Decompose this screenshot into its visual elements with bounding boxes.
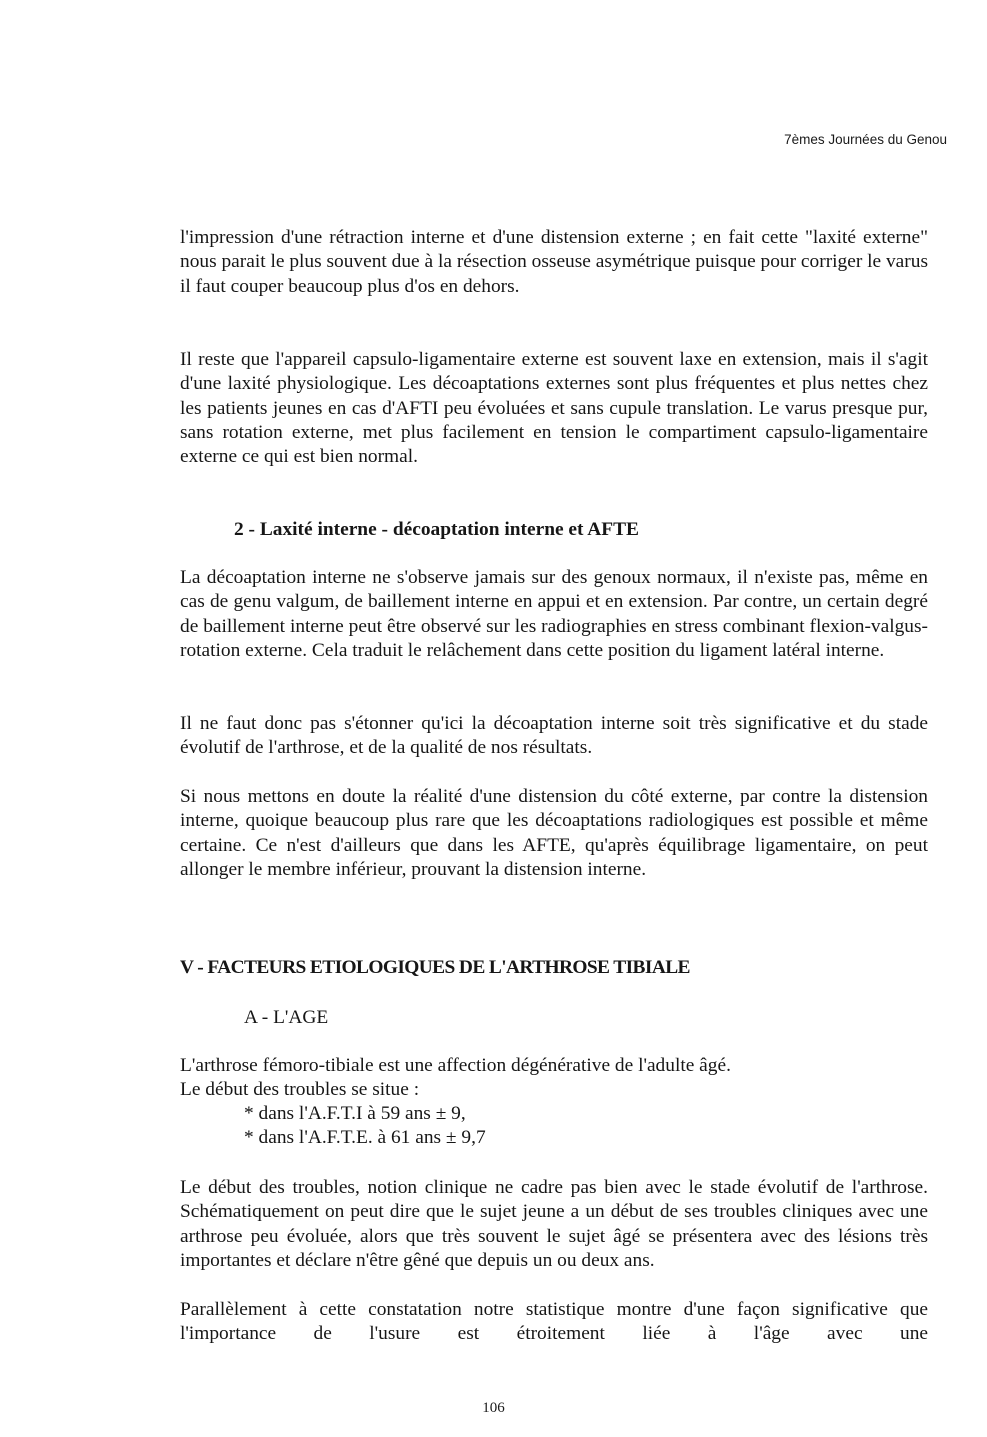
section-heading-facteurs-etiologiques: V - FACTEURS ETIOLOGIQUES DE L'ARTHROSE TIBIALE (180, 957, 690, 978)
bullet-afte: * dans l'A.F.T.E. à 61 ans ± 9,7 (244, 1127, 486, 1148)
subheading-age: A - L'AGE (244, 1007, 329, 1028)
paragraph-decoaptation-interne: La décoaptation interne ne s'observe jamais sur des genoux normaux, il n'existe pas, même en cas de genu valgum, de baillement interne en appui et en extension. Par contre, un certain degré de baillement interne peut être observé sur les radiographies en stress combinant flexion-valgus-rotation externe. Cela traduit le relâchement dans cette position du ligament latéral interne. (180, 567, 928, 661)
paragraph-distension-interne: Si nous mettons en doute la réalité d'une distension du côté externe, par contre la distension interne, quoique beaucoup plus rare que les décoaptations radiologiques est possible et même certaine. Ce n'est d'ailleurs que dans les AFTE, qu'après équilibrage ligamentaire, on peut allonger le membre inférieur, prouvant la distension interne. (180, 786, 928, 880)
paragraph-laxite-externe: l'impression d'une rétraction interne et d'une distension externe ; en fait cette "laxité externe" nous parait le plus souvent due à la résection osseuse asymétrique puisque pour corriger le varus il faut couper beaucoup plus d'os en dehors. (180, 227, 928, 297)
paragraph-arthrose-adulte: L'arthrose fémoro-tibiale est une affection dégénérative de l'adulte âgé. (180, 1055, 731, 1076)
paragraph-significative: Il ne faut donc pas s'étonner qu'ici la décoaptation interne soit très significative et du stade évolutif de l'arthrose, et de la qualité de nos résultats. (180, 713, 928, 759)
paragraph-debut-troubles: Le début des troubles se situe : (180, 1079, 420, 1100)
paragraph-debut-troubles-clinique: Le début des troubles, notion clinique ne cadre pas bien avec le stade évolutif de l'arthrose. Schématiquement on peut dire que le sujet jeune a un début de ses troubles cliniques avec une arthrose peu évoluée, alors que très souvent le sujet âgé se présentera avec des lésions très importantes et déclare n'être gêné que depuis un ou deux ans. (180, 1177, 928, 1271)
paragraph-appareil-capsulo-ligamentaire: Il reste que l'appareil capsulo-ligamentaire externe est souvent laxe en extension, mais il s'agit d'une laxité physiologique. Les décoaptations externes sont plus fréquentes et plus nettes chez les patients jeunes en cas d'AFTI peu évoluées et sans cupule translation. Le varus presque pur, sans rotation externe, met plus facilement en tension le compartiment capsulo-ligamentaire externe ce qui est bien normal. (180, 349, 928, 468)
subheading-laxite-interne: 2 - Laxité interne - décoaptation interne et AFTE (234, 519, 639, 540)
running-header: 7èmes Journées du Genou (784, 132, 947, 147)
page-number: 106 (482, 1400, 505, 1416)
bullet-afti: * dans l'A.F.T.I à 59 ans ± 9, (244, 1103, 466, 1124)
paragraph-parallelement: Parallèlement à cette constatation notre statistique montre d'une façon significative que l'importance de l'usure est étroitement liée à l'âge avec une (180, 1299, 928, 1345)
